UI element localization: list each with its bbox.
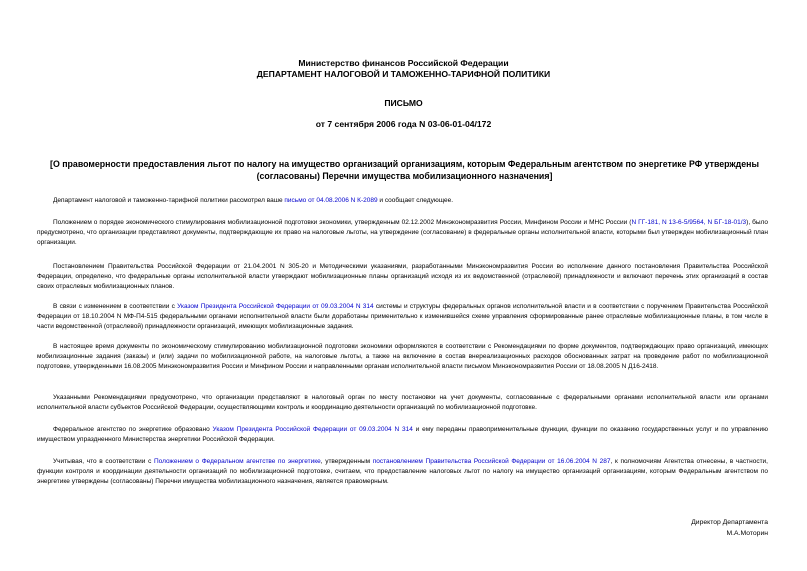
paragraph-text: ), было предусмотрено, что организации представляют документы, подтверждающие их право на налоговые льготы, на утверждение (согласование) в федеральные органы исполнительной власти, которыми был утвержден мобилизационный план организации. [37, 219, 768, 247]
paragraph-text: В связи с изменением в соответствии с [53, 303, 178, 310]
paragraph-text: , к полномочиям Агентства отнесены, в частности, функции контроля и координации деятельности организаций по мобилизационной подготовке, считаем, что предоставление налоговых льгот по налогу на имущество организаций организациям, которым Федеральным агентством по энергетике утверждены (согласованы) Перечни имущества мобилизационного назначения, является правомерным. [37, 458, 768, 486]
paragraph-text: Учитывая, что в соответствии с [53, 458, 154, 465]
paragraph-6 [37, 393, 768, 413]
link-energy-agency-regulation[interactable]: Положением о Федеральном агентстве по энергетике [153, 458, 321, 465]
department-name: ДЕПАРТАМЕНТ НАЛОГОВОЙ И ТАМОЖЕННО-ТАРИФНОЙ ПОЛИТИКИ [256, 69, 551, 79]
link-government-resolution-287[interactable]: постановлением Правительства Российской Федерации от 16.06.2004 N 287 [372, 458, 611, 465]
document-date-number: от 7 сентября 2006 года N 03-06-01-04/172 [315, 119, 492, 129]
paragraph-text: , утвержденным [320, 458, 373, 465]
paragraph-text: Указанными Рекомендациями предусмотрено, что организации представляют в налоговый орган по месту постановки на учет документы, согласованные с федеральными органами исполнительной власти или органами исполнительной власти субъектов Российской Федерации, осуществляющими контроль и координацию деятельности организаций по мобилизационной подготовке. [37, 394, 768, 412]
link-letter-k2089[interactable]: письмо от 04.08.2006 N К-2089 [284, 197, 378, 204]
paragraph-text: В настоящее время документы по экономическому стимулированию мобилизационной подготовки экономики оформляются в соответствии с Рекомендациями по форме документов, подтверждающих право организаций, имеющих мобилизационные задания (заказы) и (или) задачи по мобилизационной работе, на налоговые льготы, а также на включение в состав внереализационных расходов обоснованных затрат на проведение работ по мобилизационной подготовке, утвержденными 16.08.2005 Минэкономразвития России и Минфином России и направленными органам исполнительной власти письмом Минэкономразвития России от 18.08.2005 N Д16-2418. [37, 343, 768, 371]
signature-name: М.А.Моторин [726, 530, 768, 537]
paragraph-text: и ему переданы правоприменительные функции, функции по оказанию государственных услуг и по управлению имуществом упраздненного Министерства энергетики Российской Федерации. [37, 426, 769, 444]
link-presidential-decree-314[interactable]: Указом Президента Российской Федерации от 09.03.2004 N 314 [177, 303, 374, 310]
paragraph-5 [37, 342, 768, 373]
paragraph-text: и сообщает следующее. [377, 197, 454, 204]
paragraph-text: Положением о порядке экономического стимулирования мобилизационной подготовки экономики, утвержденным 02.12.2002 Минэкономразвития России, Минфином России и МНС России ( [53, 219, 632, 226]
link-presidential-decree-314[interactable]: Указом Президента Российской Федерации от 09.03.2004 N 314 [212, 426, 413, 433]
paragraph-text: Департамент налоговой и таможенно-тарифной политики рассмотрел ваше [53, 197, 285, 204]
signature-position: Директор Департамента [691, 519, 768, 526]
paragraph-text: системы и структуры федеральных органов исполнительной власти и в соответствии с поручением Правительства Российской Федерации от 18.10.2004 N МФ-П4-515 федеральными органами исполнительной власти были доработаны применительно к изменившейся схеме управления сформированные ранее отраслевые мобилизационные планы, в том числе в части ведомственной (отраслевой) принадлежности организаций, имеющих мобилизационные задания. [37, 303, 768, 331]
paragraph-8 [37, 457, 768, 488]
paragraph-2 [37, 218, 768, 249]
document-title: [О правомерности предоставления льгот по налогу на имущество организаций организациям, которым Федеральным агентством по энергетике РФ утверждены (согласованы) Перечни имущества мобилизационного назначения] [50, 159, 759, 181]
document-type: ПИСЬМО [384, 98, 423, 108]
paragraph-text: Федеральное агентство по энергетике образовано [53, 426, 213, 433]
paragraph-7 [37, 425, 768, 445]
paragraph-3 [37, 262, 768, 293]
paragraph-text: Постановлением Правительства Российской Федерации от 21.04.2001 N 305-20 и Методическими указаниями, разработанными Минэкономразвития России во исполнение данного постановления Правительства Российской Федерации, определено, что федеральные органы исполнительной власти утверждают мобилизационные планы организаций исходя из их ведомственной (отраслевой) принадлежности и включают перечень этих организаций в состав своих отраслевых мобилизационных планов. [37, 263, 768, 291]
ministry-name: Министерство финансов Российской Федерации [298, 58, 509, 68]
paragraph-4 [37, 302, 768, 333]
link-regulation-numbers[interactable]: N ГГ-181, N 13-6-5/9564, N БГ-18-01/3 [631, 219, 747, 226]
paragraph-1 [37, 196, 768, 206]
